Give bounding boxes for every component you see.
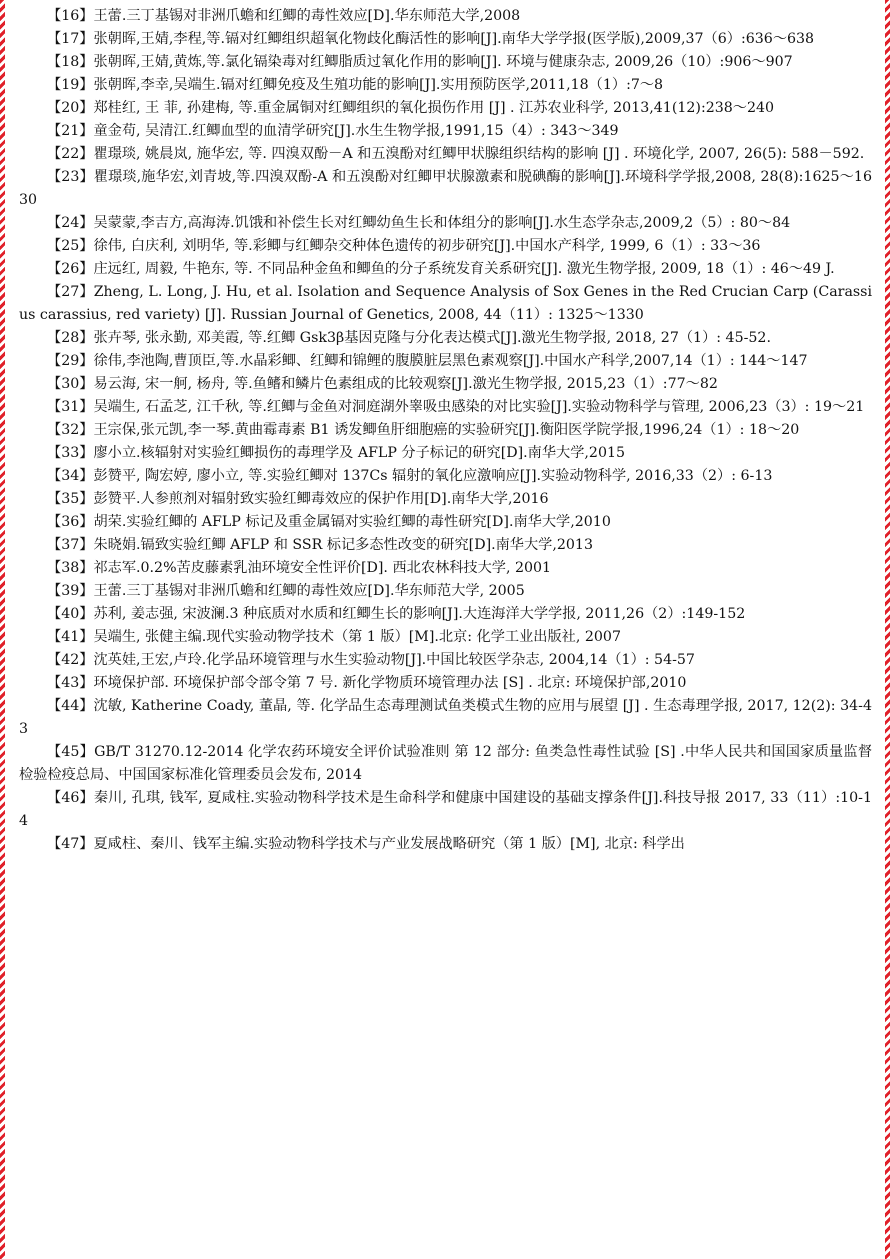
reference-number: 【29】 [47,353,94,369]
reference-text: 沈敏, Katherine Coady, 董晶, 等. 化学品生态毒理测试鱼类模式生物的应用与展望 [J] . 生态毒理学报, 2017, 12(2): 34-43 [19,698,872,737]
document-page [19,0,872,1259]
reference-text: GB/T 31270.12-2014 化学农药环境安全评价试验准则 第 12 部分: 鱼类急性毒性试验 [S] .中华人民共和国国家质量监督检验检疫总局、中国国家标准化管理委员会发布, 2014 [19,744,872,783]
reference-text: 朱晓娟.镉致实验红鲫 AFLP 和 SSR 标记多态性改变的研究[D].南华大学,2013 [93,537,593,553]
reference-text: 吴蒙蒙,李吉方,高海涛.饥饿和补偿生长对红鲫幼鱼生长和体组分的影响[J].水生态学杂志,2009,2（5）: 80～84 [93,215,791,231]
reference-entry [19,258,872,281]
reference-number: 【23】 [47,169,94,185]
reference-text: 庄远红, 周毅, 牛艳东, 等. 不同品种金鱼和鲫鱼的分子系统发育关系研究[J]. 激光生物学报, 2009, 18（1）: 46～49 J. [93,261,835,277]
reference-entry [19,787,872,833]
reference-entry [19,97,872,120]
reference-number: 【16】 [47,8,94,24]
reference-number: 【21】 [47,123,94,139]
reference-text: 徐伟, 白庆利, 刘明华, 等.彩鲫与红鲫杂交种体色遗传的初步研究[J].中国水产科学, 1999, 6（1）: 33～36 [93,238,761,254]
reference-text: 廖小立.核辐射对实验红鲫损伤的毒理学及 AFLP 分子标记的研究[D].南华大学,2015 [93,445,626,461]
reference-entry [19,51,872,74]
reference-text: 王宗保,张元凯,李一琴.黄曲霉毒素 B1 诱发鲫鱼肝细胞癌的实验研究[J].衡阳医学院学报,1996,24（1）: 18～20 [93,422,800,438]
right-decorative-border [885,0,890,1259]
reference-entry [19,5,872,28]
reference-text: 张朝晖,王婧,李程,等.镉对红鲫组织超氧化物歧化酶活性的影响[J].南华大学学报(医学版),2009,37（6）:636～638 [93,31,815,47]
reference-number: 【40】 [47,606,94,622]
reference-text: 秦川, 孔琪, 钱军, 夏咸柱.实验动物科学技术是生命科学和健康中国建设的基础支撑条件[J].科技导报 2017, 33（11）:10-14 [19,790,872,829]
reference-number: 【30】 [47,376,94,392]
reference-number: 【36】 [47,514,94,530]
reference-number: 【41】 [47,629,94,645]
reference-number: 【17】 [47,31,94,47]
reference-text: 夏咸柱、秦川、钱军主编.实验动物科学技术与产业发展战略研究（第 1 版）[M], 北京: 科学出 [93,836,685,852]
reference-entry [19,212,872,235]
reference-entry [19,235,872,258]
reference-text: 祁志军.0.2%苦皮藤素乳油环境安全性评价[D]. 西北农林科技大学, 2001 [93,560,552,576]
reference-text: 彭赞平.人参煎剂对辐射致实验红鲫毒效应的保护作用[D].南华大学,2016 [93,491,549,507]
reference-entry [19,327,872,350]
reference-number: 【26】 [47,261,94,277]
reference-number: 【37】 [47,537,94,553]
reference-entry [19,419,872,442]
reference-number: 【39】 [47,583,94,599]
reference-text: 瞿璟琰,施华宏,刘青坡,等.四溴双酚-A 和五溴酚对红鲫甲状腺激素和脱碘酶的影响[J].环境科学学报,2008, 28(8):1625～1630 [19,169,872,208]
reference-entry [19,166,872,212]
reference-entry [19,580,872,603]
reference-text: 易云海, 宋一舸, 杨舟, 等.鱼鳍和鳞片色素组成的比较观察[J].激光生物学报, 2015,23（1）:77～82 [93,376,718,392]
reference-number: 【25】 [47,238,94,254]
reference-number: 【34】 [47,468,94,484]
reference-text: 郑桂红, 王 菲, 孙建梅, 等.重金属铜对红鲫组织的氧化损伤作用 [J] . 江苏农业科学, 2013,41(12):238～240 [93,100,775,116]
reference-entry [19,488,872,511]
reference-entry [19,74,872,97]
reference-number: 【19】 [47,77,94,93]
reference-number: 【42】 [47,652,94,668]
reference-text: 环境保护部. 环境保护部令部令第 7 号. 新化学物质环境管理办法 [S] . 北京: 环境保护部,2010 [93,675,687,691]
reference-number: 【35】 [47,491,94,507]
reference-text: 王蕾.三丁基锡对非洲爪蟾和红鲫的毒性效应[D].华东师范大学,2008 [93,8,521,24]
reference-text: 胡荣.实验红鲫的 AFLP 标记及重金属镉对实验红鲫的毒性研究[D].南华大学,2010 [93,514,611,530]
reference-number: 【31】 [47,399,94,415]
reference-entry [19,120,872,143]
reference-text: 吴端生, 张健主编.现代实验动物学技术（第 1 版）[M].北京: 化学工业出版社, 2007 [93,629,621,645]
reference-text: Zheng, L. Long, J. Hu, et al. Isolation and Sequence Analysis of Sox Genes in the Red Crucian Carp (Carassius carassius, red variety) [J]. Russian Journal of Genetics, 2008, 44（11）: 1325～1330 [19,284,872,323]
reference-text: 瞿璟琰, 姚晨岚, 施华宏, 等. 四溴双酚－A 和五溴酚对红鲫甲状腺组织结构的影响 [J] . 环境化学, 2007, 26(5): 588－592. [93,146,865,162]
reference-entry [19,143,872,166]
reference-number: 【44】 [47,698,94,714]
reference-entry [19,442,872,465]
reference-entry [19,833,872,856]
left-decorative-border [0,0,5,1259]
reference-entry [19,741,872,787]
reference-list [19,0,872,856]
reference-entry [19,626,872,649]
reference-text: 张朝晖,王婧,黄炼,等.氯化镉染毒对红鲫脂质过氧化作用的影响[J]. 环境与健康杂志, 2009,26（10）:906～907 [93,54,793,70]
reference-entry [19,695,872,741]
reference-text: 张卉琴, 张永勤, 邓美霞, 等.红鲫 Gsk3β基因克隆与分化表达模式[J].激光生物学报, 2018, 27（1）: 45-52. [93,330,771,346]
reference-number: 【24】 [47,215,94,231]
reference-number: 【18】 [47,54,94,70]
reference-number: 【43】 [47,675,94,691]
reference-entry [19,281,872,327]
reference-text: 彭赞平, 陶宏婷, 廖小立, 等.实验红鲫对 137Cs 辐射的氧化应激响应[J].实验动物科学, 2016,33（2）: 6-13 [93,468,773,484]
reference-entry [19,350,872,373]
reference-number: 【27】 [47,284,94,300]
reference-number: 【47】 [47,836,94,852]
reference-number: 【22】 [47,146,94,162]
reference-number: 【38】 [47,560,94,576]
reference-number: 【46】 [47,790,94,806]
reference-entry [19,511,872,534]
reference-number: 【45】 [47,744,95,760]
reference-number: 【32】 [47,422,94,438]
reference-entry [19,396,872,419]
reference-entry [19,603,872,626]
reference-entry [19,465,872,488]
reference-entry [19,28,872,51]
reference-text: 童金苟, 吴清江.红鲫血型的血清学研究[J].水生生物学报,1991,15（4）: 343～349 [93,123,619,139]
reference-entry [19,557,872,580]
reference-text: 徐伟,李池陶,曹顶臣,等.水晶彩鲫、红鲫和锦鲤的腹膜脏层黑色素观察[J].中国水产科学,2007,14（1）: 144～147 [93,353,808,369]
reference-number: 【28】 [47,330,94,346]
reference-number: 【33】 [47,445,94,461]
reference-entry [19,649,872,672]
reference-text: 苏利, 姜志强, 宋波澜.3 种底质对水质和红鲫生长的影响[J].大连海洋大学学报, 2011,26（2）:149-152 [93,606,746,622]
reference-entry [19,373,872,396]
reference-entry [19,672,872,695]
reference-text: 沈英娃,王宏,卢玲.化学品环境管理与水生实验动物[J].中国比较医学杂志, 2004,14（1）: 54-57 [93,652,695,668]
reference-number: 【20】 [47,100,94,116]
reference-text: 王蕾.三丁基锡对非洲爪蟾和红鲫的毒性效应[D].华东师范大学, 2005 [93,583,525,599]
reference-entry [19,534,872,557]
reference-text: 吴端生, 石孟芝, 江千秋, 等.红鲫与金鱼对洞庭湖外睾吸虫感染的对比实验[J].实验动物科学与管理, 2006,23（3）: 19～21 [93,399,865,415]
reference-text: 张朝晖,李幸,吴端生.镉对红鲫免疫及生殖功能的影响[J].实用预防医学,2011,18（1）:7～8 [93,77,664,93]
